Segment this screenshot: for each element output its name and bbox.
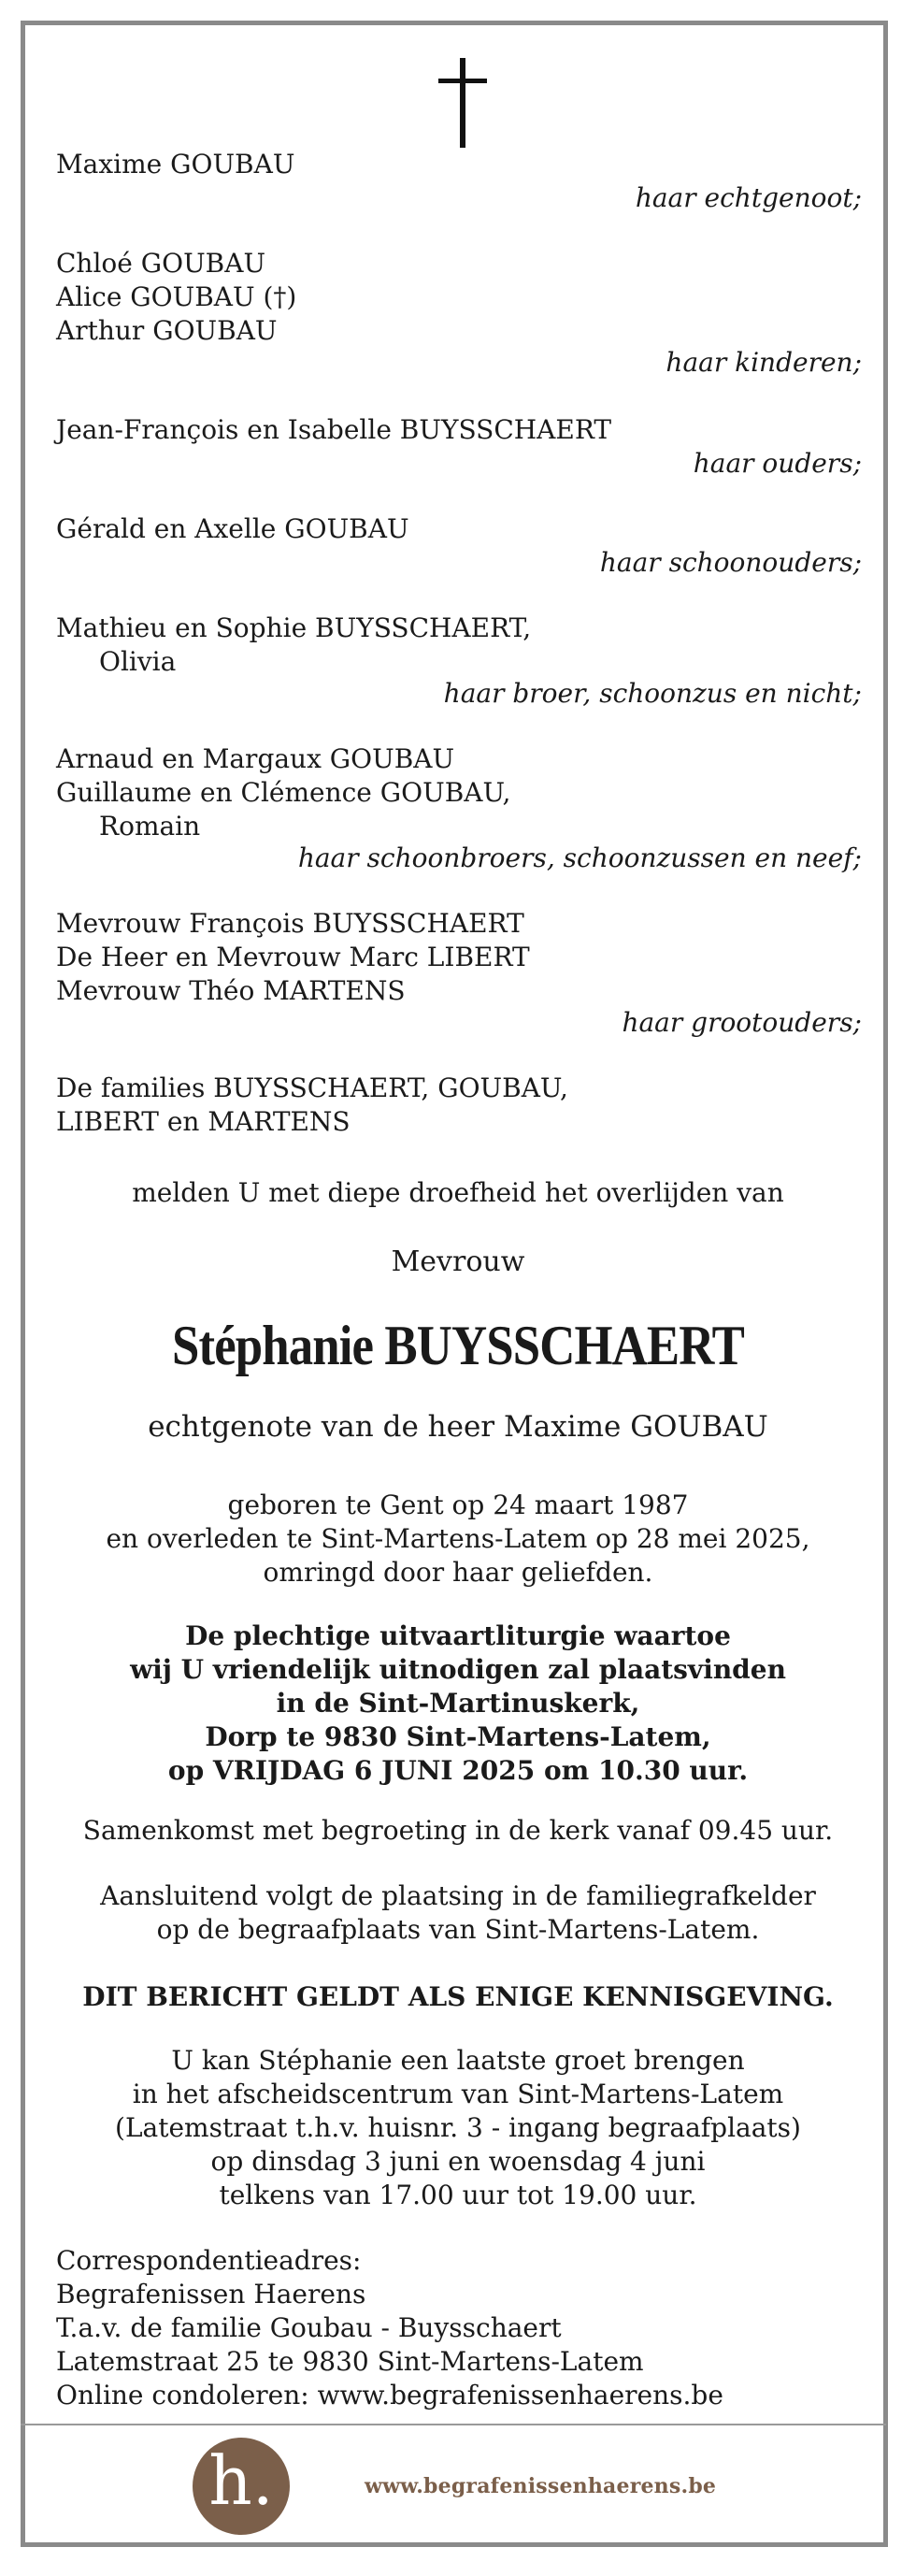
family-group xyxy=(56,1072,860,1139)
family-name: Arnaud en Margaux GOUBAU xyxy=(56,743,455,774)
funeral-details xyxy=(0,1619,916,1788)
funeral-line: in de Sint-Martinuskerk, xyxy=(276,1688,640,1719)
burial-line: op de begraafplaats van Sint-Martens-Latem. xyxy=(156,1914,760,1945)
life-line: en overleden te Sint-Martens-Latem op 28 mei 2025, xyxy=(106,1523,810,1554)
family-name: Olivia xyxy=(99,646,177,677)
family-name: Chloé GOUBAU xyxy=(56,248,266,279)
cross-icon xyxy=(437,58,489,148)
funeral-line: wij U vriendelijk uitnodigen zal plaatsvinden xyxy=(130,1654,786,1685)
farewell-line: (Latemstraat t.h.v. huisnr. 3 - ingang begraafplaats) xyxy=(115,2112,801,2143)
family-role: haar kinderen; xyxy=(666,347,862,378)
family-role: haar schoonbroers, schoonzussen en neef; xyxy=(297,842,862,873)
life-line: geboren te Gent op 24 maart 1987 xyxy=(227,1489,689,1520)
deceased-title: Mevrouw xyxy=(391,1245,525,1278)
funeral-line: op VRIJDAG 6 JUNI 2025 om 10.30 uur. xyxy=(167,1755,749,1786)
family-group xyxy=(56,742,860,843)
family-group xyxy=(56,512,860,546)
gathering-text: Samenkomst met begroeting in de kerk vanaf 09.45 uur. xyxy=(82,1815,834,1846)
footer-divider xyxy=(21,2424,886,2425)
family-name: Alice GOUBAU (†) xyxy=(56,281,297,312)
family-name: Mevrouw François BUYSSCHAERT xyxy=(56,908,524,939)
family-group xyxy=(56,148,860,181)
deceased-name: Stéphanie BUYSSCHAERT xyxy=(172,1315,744,1376)
life-line: omringd door haar geliefden. xyxy=(263,1557,653,1588)
correspondence-line: T.a.v. de familie Goubau - Buysschaert xyxy=(56,2312,562,2343)
life-details xyxy=(0,1489,916,1590)
funeral-line: De plechtige uitvaartliturgie waartoe xyxy=(185,1620,731,1651)
family-role: haar echtgenoot; xyxy=(635,182,862,213)
correspondence-line: Begrafenissen Haerens xyxy=(56,2279,366,2310)
correspondence-line: Correspondentieadres: xyxy=(56,2245,362,2276)
family-name: Arthur GOUBAU xyxy=(56,315,278,346)
farewell-line: telkens van 17.00 uur tot 19.00 uur. xyxy=(219,2180,697,2210)
spouse-line: echtgenote van de heer Maxime GOUBAU xyxy=(148,1410,768,1444)
family-role: haar grootouders; xyxy=(622,1007,862,1038)
funeral-home-logo: h. xyxy=(193,2438,290,2535)
family-name: Gérald en Axelle GOUBAU xyxy=(56,513,409,544)
family-name: Mevrouw Théo MARTENS xyxy=(56,975,406,1006)
funeral-line: Dorp te 9830 Sint-Martens-Latem, xyxy=(205,1721,711,1752)
family-name: De families BUYSSCHAERT, GOUBAU, xyxy=(56,1072,568,1103)
farewell-line: U kan Stéphanie een laatste groet brengen xyxy=(171,2045,745,2076)
family-group xyxy=(56,413,860,447)
family-name: Maxime GOUBAU xyxy=(56,149,295,180)
correspondence-line: Latemstraat 25 te 9830 Sint-Martens-Latem xyxy=(56,2346,644,2377)
announcement: melden U met diepe droefheid het overlijden van xyxy=(132,1177,784,1208)
notice-text: DIT BERICHT GELDT ALS ENIGE KENNISGEVING. xyxy=(82,1981,834,2012)
family-name: Jean-François en Isabelle BUYSSCHAERT xyxy=(56,414,612,445)
family-role: haar ouders; xyxy=(693,448,862,479)
family-name: Romain xyxy=(99,811,201,842)
family-name: Guillaume en Clémence GOUBAU, xyxy=(56,777,511,808)
burial-details xyxy=(0,1879,916,1947)
family-group xyxy=(56,612,860,679)
family-group xyxy=(56,907,860,1008)
family-name: LIBERT en MARTENS xyxy=(56,1106,351,1137)
website-link[interactable]: www.begrafenissenhaerens.be xyxy=(365,2474,717,2498)
family-role: haar broer, schoonzus en nicht; xyxy=(443,678,862,709)
family-name: Mathieu en Sophie BUYSSCHAERT, xyxy=(56,612,532,643)
farewell-details xyxy=(0,2044,916,2212)
family-role: haar schoonouders; xyxy=(599,547,862,578)
farewell-line: in het afscheidscentrum van Sint-Martens-Latem xyxy=(132,2079,784,2109)
correspondence-line: Online condoleren: www.begrafenissenhaerens.be xyxy=(56,2380,723,2411)
burial-line: Aansluitend volgt de plaatsing in de familiegrafkelder xyxy=(100,1880,816,1911)
family-group xyxy=(56,247,860,348)
correspondence-block xyxy=(56,2244,860,2412)
family-name: De Heer en Mevrouw Marc LIBERT xyxy=(56,942,530,972)
farewell-line: op dinsdag 3 juni en woensdag 4 juni xyxy=(210,2146,706,2177)
